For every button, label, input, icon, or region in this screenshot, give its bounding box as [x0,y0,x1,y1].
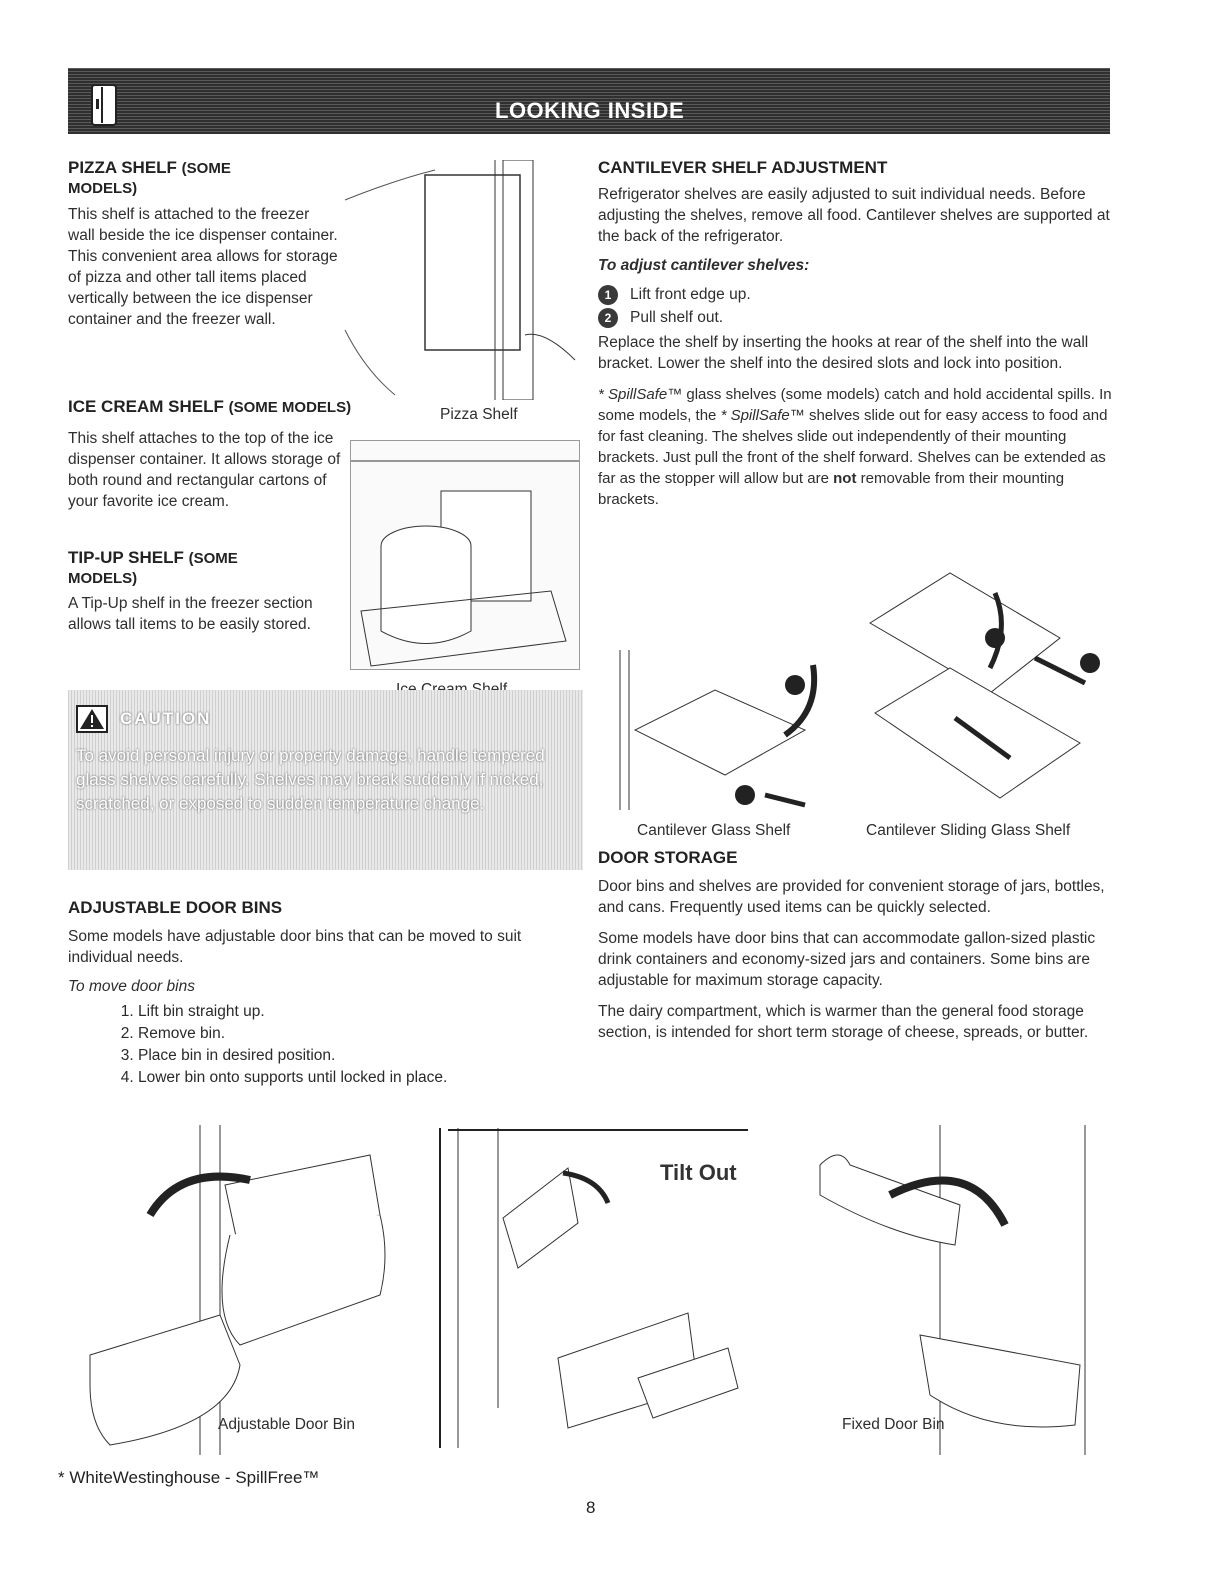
step-2-badge: 2 [598,308,618,328]
fixed-door-bin-illustration [790,1125,1100,1455]
refrigerator-icon [90,83,118,127]
cantilever-step-2: 2 Pull shelf out. [598,307,1118,328]
list-item: 3. Place bin in desired position. [138,1045,578,1067]
caution-heading: CAUTION [120,709,212,728]
tilt-out-label: Tilt Out [660,1160,737,1185]
pizza-caption: Pizza Shelf [440,406,518,423]
step-1-badge: 1 [598,285,618,305]
door-bins-subheading: To move door bins [68,978,195,995]
door-bins-steps [68,1001,578,1089]
list-item: 2. Remove bin. [138,1023,578,1045]
door-bins-heading: ADJUSTABLE DOOR BINS [68,898,283,917]
page-title: LOOKING INSIDE [495,98,685,123]
cantilever-section [598,158,1118,510]
warning-icon [76,705,108,733]
door-bins-body: Some models have adjustable door bins that can be moved to suit individual needs. [68,928,522,966]
tip-up-section: TIP-UP SHELF (SOME MODELS) A Tip-Up shelf in the freezer section allows tall items to be easily stored. [68,548,338,635]
pizza-shelf-illustration [335,160,580,400]
ice-cream-body: This shelf attaches to the top of the ice dispenser container. It allows storage of both round and rectangular cartons of your favorite ice cream. [68,430,341,510]
adjustable-door-bin-illustration [80,1125,410,1455]
fixed-door-bin-caption: Fixed Door Bin [842,1416,945,1433]
cantilever-glass-shelf-illustration [615,640,845,820]
door-storage-heading: DOOR STORAGE [598,848,738,867]
spillsafe-text: * SpillSafe™ glass shelves (some models) catch and hold accidental spills. In some models, the * SpillSafe™ shelves slide out for easy access to food and for fast cleaning. The shelves slide out independently of their mounting brackets. Just pull the front of the shelf forward. Shelves can be extended as far as the stopper will allow but are not removable from their mounting brackets. [598,386,1112,508]
door-bins-section [68,898,578,1089]
cantilever-sliding-caption: Cantilever Sliding Glass Shelf [866,822,1071,839]
door-storage-p3: The dairy compartment, which is warmer than the general food storage section, is intended for short term storage of cheese, spreads, or butter. [598,1003,1089,1041]
door-storage-p2: Some models have door bins that can accommodate gallon-sized plastic drink containers and economy-sized jars and containers. Some bins are adjustable for maximum storage capacity. [598,930,1096,989]
pizza-shelf-section: PIZZA SHELF (SOME MODELS) This shelf is attached to the freezer wall beside the ice dispenser container. This convenient area allows for storage of pizza and other tall items placed vertically between the ice dispenser container and the freezer wall. [68,158,338,328]
tip-up-body: A Tip-Up shelf in the freezer section allows tall items to be easily stored. [68,595,313,633]
pizza-body: This shelf is attached to the freezer wall beside the ice dispenser container. This convenient area allows for storage of pizza and other tall items placed vertically between the ice dispenser container and the freezer wall. [68,206,338,328]
pizza-heading: PIZZA SHELF [68,158,177,177]
cantilever-sliding-shelf-illustration [860,568,1120,808]
adjustable-door-bin-caption: Adjustable Door Bin [218,1416,355,1433]
cantilever-body-2: Replace the shelf by inserting the hooks at rear of the shelf into the wall bracket. Lower the shelf into the desired slots and lock into position. [598,334,1089,372]
cantilever-subheading: To adjust cantilever shelves: [598,257,810,274]
list-item: 1. Lift bin straight up. [138,1001,578,1023]
footer-note: * WhiteWestinghouse - SpillFree™ [58,1468,320,1487]
door-storage-p1: Door bins and shelves are provided for convenient storage of jars, bottles, and cans. Frequently used items can be quickly selected. [598,878,1105,916]
cantilever-heading: CANTILEVER SHELF ADJUSTMENT [598,158,888,177]
ice-cream-shelf-illustration [350,440,580,670]
list-item: 4. Lower bin onto supports until locked in place. [138,1067,578,1089]
page-number: 8 [586,1498,596,1517]
door-storage-section [598,848,1108,1043]
cantilever-step-1: 1 Lift front edge up. [598,284,1118,305]
ice-cream-section: ICE CREAM SHELF (SOME MODELS) [68,397,352,416]
cantilever-body: Refrigerator shelves are easily adjusted to suit individual needs. Before adjusting the shelves, remove all food. Cantilever shelves are supported at the back of the refrigerator. [598,186,1110,245]
caution-text: To avoid personal injury or property damage, handle tempered glass shelves carefully. Shelves may break suddenly if nicked, scratched, or exposed to sudden temperature change. [76,746,545,813]
cantilever-glass-caption: Cantilever Glass Shelf [637,822,791,839]
